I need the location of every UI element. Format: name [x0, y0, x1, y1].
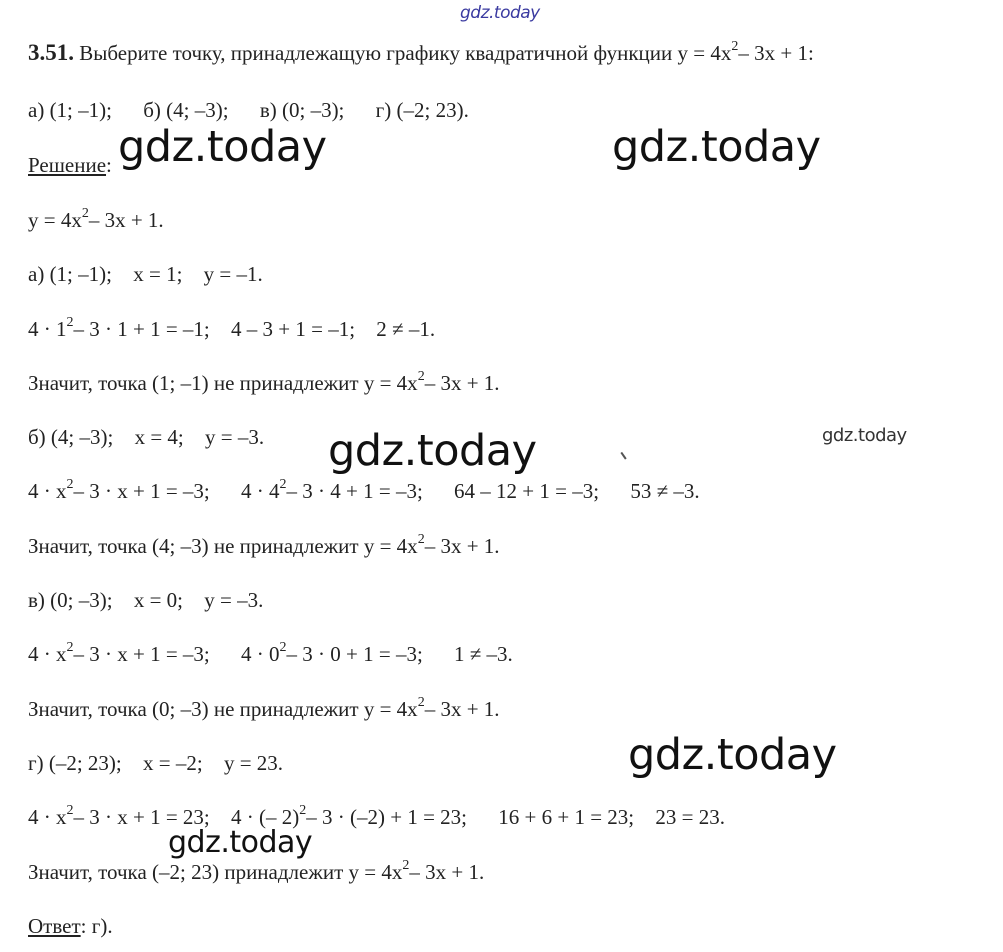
calc-step: – 3 · x + 1 = –3;	[73, 479, 210, 503]
conclusion-text: Значит, точка (–2; 23) принадлежит y = 4x	[28, 860, 403, 884]
point-d: г) (–2; 23);	[28, 751, 122, 775]
part-c-calc	[28, 641, 513, 667]
calc-step: – 3 · (–2) + 1 = 23;	[306, 805, 468, 829]
part-d-calc	[28, 804, 725, 830]
part-c-head	[28, 587, 263, 613]
y-value: y = –3.	[205, 425, 265, 449]
conclusion-text: Значит, точка (1; –1) не принадлежит y = 4x	[28, 371, 418, 395]
calc-result: 2 ≠ –1.	[376, 317, 436, 341]
exponent: 2	[417, 532, 425, 547]
option-b: б) (4; –3);	[143, 98, 229, 122]
problem-options	[28, 97, 469, 123]
x-value: x = 1;	[133, 262, 183, 286]
point-a: а) (1; –1);	[28, 262, 112, 286]
y-value: y = 23.	[223, 751, 284, 775]
calc-step: 4 · 1	[28, 317, 67, 341]
function-line	[28, 207, 164, 233]
calc-step: – 3 · 0 + 1 = –3;	[286, 642, 423, 666]
y-value: y = –1.	[203, 262, 263, 286]
calc-step: 4 – 3 + 1 = –1;	[231, 317, 356, 341]
conclusion-text: Значит, точка (0; –3) не принадлежит y = 4x	[28, 697, 418, 721]
x-value: x = –2;	[143, 751, 203, 775]
problem-statement	[28, 40, 814, 66]
part-d-conclusion	[28, 859, 484, 885]
watermark: gdz.today	[628, 730, 837, 780]
x-value: x = 4;	[134, 425, 184, 449]
solution-heading	[28, 152, 112, 178]
conclusion-text-end: – 3x + 1.	[424, 697, 500, 721]
conclusion-text: Значит, точка (4; –3) не принадлежит y = 4x	[28, 534, 418, 558]
function-text-end: – 3x + 1.	[88, 208, 164, 232]
exponent: 2	[81, 206, 89, 221]
exponent: 2	[66, 315, 74, 330]
watermark: gdz.today	[118, 122, 327, 172]
exponent: 2	[66, 477, 74, 492]
y-value: y = –3.	[204, 588, 264, 612]
x-value: x = 0;	[133, 588, 184, 612]
calc-step: – 3 · x + 1 = 23;	[73, 805, 210, 829]
conclusion-text-end: – 3x + 1.	[424, 534, 500, 558]
calc-step: 4 · 0	[241, 642, 280, 666]
conclusion-text-end: – 3x + 1.	[409, 860, 485, 884]
point-b: б) (4; –3);	[28, 425, 114, 449]
function-text: y = 4x	[28, 208, 82, 232]
calc-step: – 3 · 1 + 1 = –1;	[73, 317, 210, 341]
exponent: 2	[402, 858, 410, 873]
exponent: 2	[279, 640, 287, 655]
part-a-head	[28, 261, 263, 287]
calc-step: 4 · 4	[241, 479, 280, 503]
calc-result: 53 ≠ –3.	[630, 479, 700, 503]
part-b-conclusion	[28, 533, 500, 559]
option-a: а) (1; –1);	[28, 98, 112, 122]
part-b-calc	[28, 478, 700, 504]
calc-result: 23 = 23.	[655, 805, 725, 829]
exponent: 2	[417, 695, 425, 710]
watermark: gdz.today	[822, 425, 907, 446]
watermark: gdz.today	[328, 426, 537, 476]
answer-label: Ответ	[28, 914, 81, 938]
part-a-conclusion	[28, 370, 500, 396]
watermark-top: gdz.today	[460, 3, 540, 23]
calc-step: 16 + 6 + 1 = 23;	[498, 805, 635, 829]
point-c: в) (0; –3);	[28, 588, 113, 612]
exponent: 2	[66, 803, 74, 818]
scan-speck	[620, 448, 631, 459]
part-b-head	[28, 424, 264, 450]
calc-step: 4 · (– 2)	[231, 805, 300, 829]
calc-step: – 3 · 4 + 1 = –3;	[286, 479, 423, 503]
exponent: 2	[417, 369, 425, 384]
answer-value: : г).	[80, 914, 113, 938]
calc-step: 4 · x	[28, 642, 67, 666]
part-a-calc	[28, 316, 435, 342]
option-d: г) (–2; 23).	[375, 98, 469, 122]
calc-result: 1 ≠ –3.	[454, 642, 513, 666]
problem-number: 3.51.	[28, 40, 74, 65]
watermark: gdz.today	[612, 122, 821, 172]
solution-colon: :	[106, 153, 112, 177]
part-d-head	[28, 750, 283, 776]
answer-line	[28, 913, 113, 939]
exponent: 2	[66, 640, 74, 655]
calc-step: 4 · x	[28, 479, 67, 503]
exponent: 2	[279, 477, 287, 492]
exponent: 2	[731, 39, 739, 54]
watermark: gdz.today	[168, 825, 313, 860]
calc-step: 64 – 12 + 1 = –3;	[454, 479, 600, 503]
problem-text: Выберите точку, принадлежащую графику квадратичной функции y = 4x	[79, 41, 732, 65]
calc-step: 4 · x	[28, 805, 67, 829]
solution-label: Решение	[28, 153, 107, 177]
part-c-conclusion	[28, 696, 500, 722]
calc-step: – 3 · x + 1 = –3;	[73, 642, 210, 666]
exponent: 2	[299, 803, 307, 818]
problem-text-end: – 3x + 1:	[738, 41, 814, 65]
option-c: в) (0; –3);	[259, 98, 345, 122]
conclusion-text-end: – 3x + 1.	[424, 371, 500, 395]
